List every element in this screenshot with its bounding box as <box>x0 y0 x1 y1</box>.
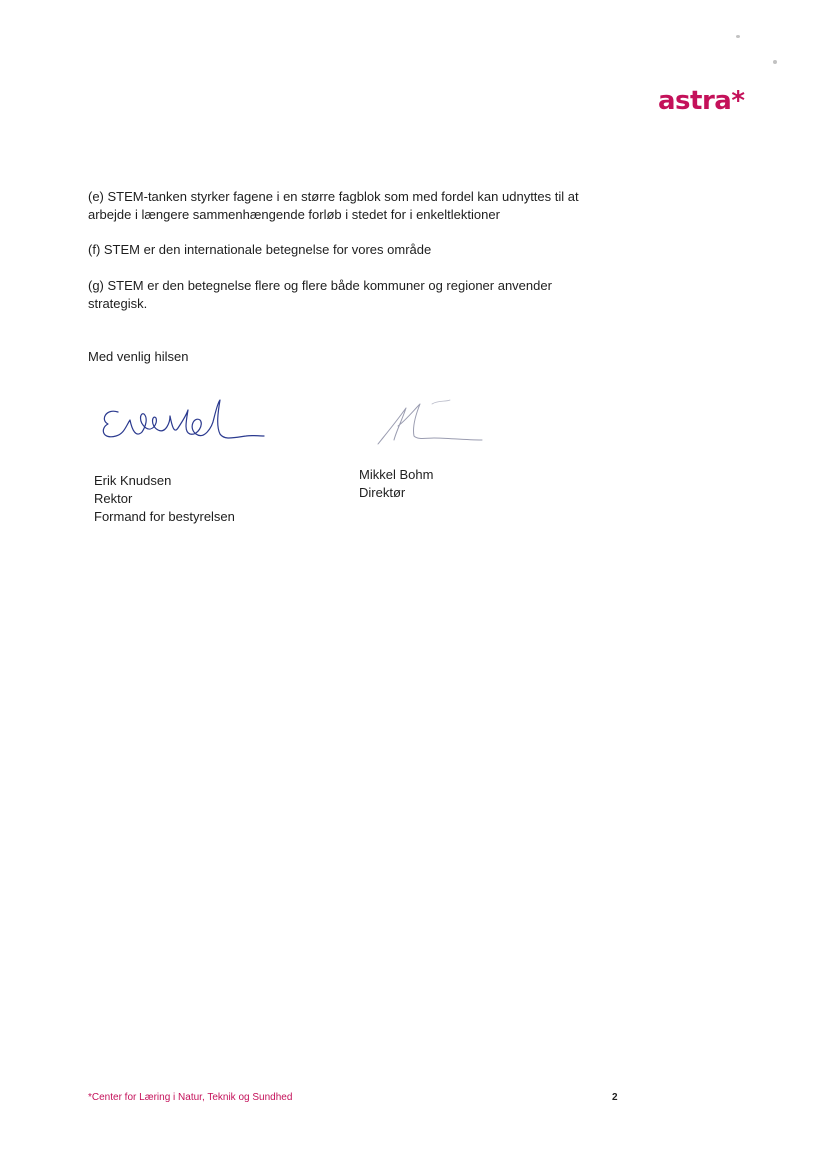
signatory-title: Rektor <box>94 491 133 506</box>
signatory-title: Direktør <box>359 485 406 500</box>
closing-line: Med venlig hilsen <box>88 349 189 364</box>
page-number: 2 <box>612 1092 618 1103</box>
signatory-mikkel-bohm <box>359 466 433 502</box>
signatory-role: Formand for bestyrelsen <box>94 509 235 524</box>
signatory-erik-knudsen <box>94 472 235 526</box>
scan-speck <box>773 60 777 64</box>
paragraph-f: (f) STEM er den internationale betegnelse for vores område <box>88 242 432 257</box>
signatory-name: Mikkel Bohm <box>359 467 434 482</box>
footer-text: *Center for Læring i Natur, Teknik og Sundhed <box>88 1092 293 1103</box>
paragraph-g: (g) STEM er den betegnelse flere og flere både kommuner og regioner anvender strategisk. <box>88 278 552 311</box>
signatory-name: Erik Knudsen <box>94 473 172 488</box>
astra-logo: astra* <box>658 86 745 116</box>
signature-mikkel-bohm <box>372 396 488 448</box>
signature-erik-knudsen <box>96 398 266 448</box>
scan-speck <box>736 35 740 38</box>
paragraph-e: (e) STEM-tanken styrker fagene i en større fagblok som med fordel kan udnyttes til at arbejde i længere sammenhængende forløb i stedet for i enkeltlektioner <box>88 189 579 222</box>
